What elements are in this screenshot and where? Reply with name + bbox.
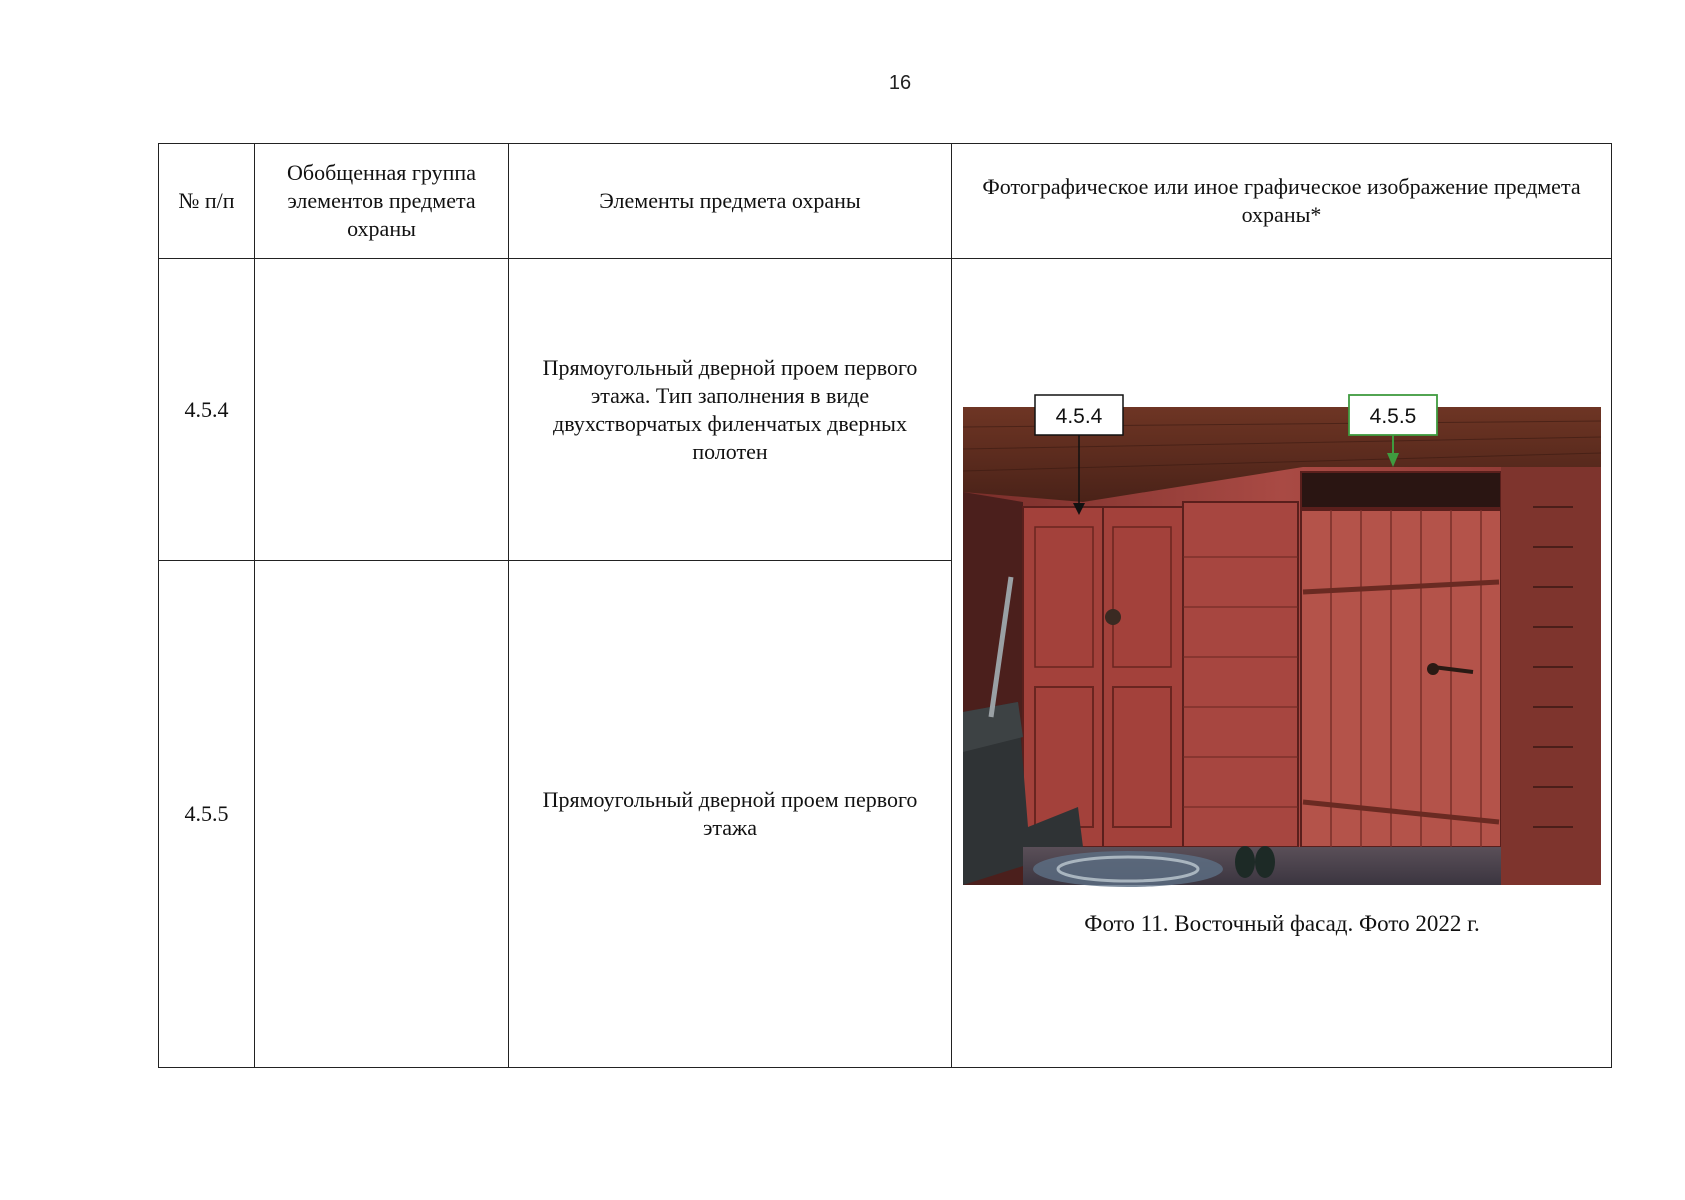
row-elements: Прямоугольный дверной проем первого этажа. Тип заполнения в виде двухстворчатых филенчатых дверных полотен xyxy=(509,259,952,561)
callout-label: 4.5.4 xyxy=(1055,405,1103,428)
row-elements: Прямоугольный дверной проем первого этажа xyxy=(509,561,952,1068)
header-image: Фотографическое или иное графическое изображение предмета охраны* xyxy=(952,144,1612,259)
page-number: 16 xyxy=(888,72,912,94)
table-row xyxy=(159,259,1612,561)
protection-table xyxy=(158,143,1612,1068)
header-group: Обобщенная группа элементов предмета охраны xyxy=(255,144,509,259)
header-number: № п/п xyxy=(159,144,255,259)
photo-cell xyxy=(952,259,1612,1068)
row-number: 4.5.4 xyxy=(159,259,255,561)
facade-photo xyxy=(963,407,1601,885)
header-elements: Элементы предмета охраны xyxy=(509,144,952,259)
row-number: 4.5.5 xyxy=(159,561,255,1068)
callout-label: 4.5.5 xyxy=(1369,405,1417,428)
row-group xyxy=(255,259,509,561)
row-group xyxy=(255,561,509,1068)
photo-caption: Фото 11. Восточный фасад. Фото 2022 г. xyxy=(1084,911,1480,936)
table-header-row xyxy=(159,144,1612,259)
